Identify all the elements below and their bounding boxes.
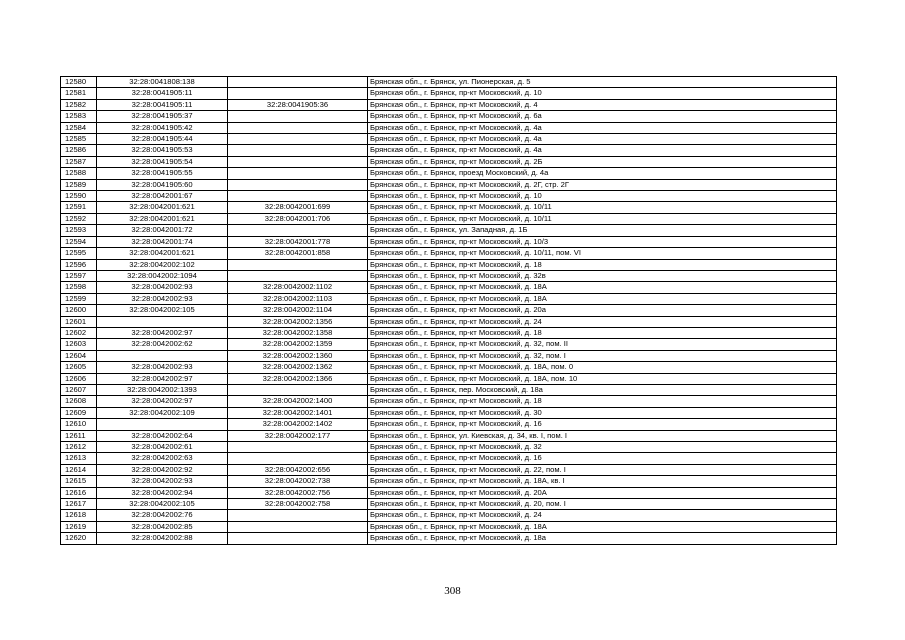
cadastral-number-cell: 32:28:0041905:60 bbox=[97, 179, 228, 190]
cadastral-number-cell: 32:28:0041905:55 bbox=[97, 168, 228, 179]
address-cell: Брянская обл., г. Брянск, пр-кт Московский, д. 10/11 bbox=[368, 202, 837, 213]
registry-table bbox=[60, 76, 837, 545]
table-row bbox=[61, 419, 837, 430]
address-cell: Брянская обл., г. Брянск, пр-кт Московский, д. 30 bbox=[368, 407, 837, 418]
address-cell: Брянская обл., г. Брянск, пр-кт Московский, д. 18А, пом. 0 bbox=[368, 362, 837, 373]
address-cell: Брянская обл., г. Брянск, пр-кт Московский, д. 18А bbox=[368, 293, 837, 304]
table-row bbox=[61, 373, 837, 384]
address-cell: Брянская обл., г. Брянск, пр-кт Московский, д. 18 bbox=[368, 327, 837, 338]
table-row bbox=[61, 487, 837, 498]
address-cell: Брянская обл., г. Брянск, пр-кт Московский, д. 18А, пом. 10 bbox=[368, 373, 837, 384]
related-cadastral-number-cell: 32:28:0041905:36 bbox=[228, 99, 368, 110]
cadastral-number-cell: 32:28:0042002:64 bbox=[97, 430, 228, 441]
table-row bbox=[61, 111, 837, 122]
table-row bbox=[61, 202, 837, 213]
table-row bbox=[61, 396, 837, 407]
cadastral-number-cell: 32:28:0042001:72 bbox=[97, 225, 228, 236]
row-number-cell: 12598 bbox=[61, 282, 97, 293]
row-number-cell: 12613 bbox=[61, 453, 97, 464]
address-cell: Брянская обл., г. Брянск, пр-кт Московский, д. 32 bbox=[368, 442, 837, 453]
cadastral-number-cell: 32:28:0042002:93 bbox=[97, 282, 228, 293]
address-cell: Брянская обл., г. Брянск, пр-кт Московский, д. 4а bbox=[368, 145, 837, 156]
row-number-cell: 12597 bbox=[61, 270, 97, 281]
table-row bbox=[61, 88, 837, 99]
cadastral-number-cell: 32:28:0042002:62 bbox=[97, 339, 228, 350]
address-cell: Брянская обл., г. Брянск, пр-кт Московский, д. 4а bbox=[368, 134, 837, 145]
table-row bbox=[61, 464, 837, 475]
table-row bbox=[61, 191, 837, 202]
related-cadastral-number-cell bbox=[228, 88, 368, 99]
address-cell: Брянская обл., г. Брянск, пр-кт Московский, д. 32, пом. I bbox=[368, 350, 837, 361]
related-cadastral-number-cell bbox=[228, 179, 368, 190]
table-row bbox=[61, 327, 837, 338]
row-number-cell: 12591 bbox=[61, 202, 97, 213]
table-row bbox=[61, 134, 837, 145]
cadastral-number-cell: 32:28:0042002:63 bbox=[97, 453, 228, 464]
related-cadastral-number-cell: 32:28:0042001:699 bbox=[228, 202, 368, 213]
table-row bbox=[61, 225, 837, 236]
cadastral-number-cell: 32:28:0042002:93 bbox=[97, 362, 228, 373]
table-row bbox=[61, 293, 837, 304]
cadastral-number-cell bbox=[97, 350, 228, 361]
row-number-cell: 12620 bbox=[61, 533, 97, 544]
related-cadastral-number-cell bbox=[228, 453, 368, 464]
related-cadastral-number-cell: 32:28:0042002:758 bbox=[228, 499, 368, 510]
address-cell: Брянская обл., г. Брянск, пр-кт Московский, д. 20, пом. I bbox=[368, 499, 837, 510]
table-row bbox=[61, 430, 837, 441]
address-cell: Брянская обл., г. Брянск, пр-кт Московский, д. 22, пом. I bbox=[368, 464, 837, 475]
cadastral-number-cell: 32:28:0042001:67 bbox=[97, 191, 228, 202]
related-cadastral-number-cell bbox=[228, 510, 368, 521]
address-cell: Брянская обл., г. Брянск, пр-кт Московский, д. 4 bbox=[368, 99, 837, 110]
cadastral-number-cell: 32:28:0042001:621 bbox=[97, 202, 228, 213]
address-cell: Брянская обл., г. Брянск, пр-кт Московский, д. 24 bbox=[368, 510, 837, 521]
related-cadastral-number-cell bbox=[228, 111, 368, 122]
related-cadastral-number-cell bbox=[228, 168, 368, 179]
related-cadastral-number-cell: 32:28:0042001:858 bbox=[228, 248, 368, 259]
table-row bbox=[61, 270, 837, 281]
table-row bbox=[61, 476, 837, 487]
row-number-cell: 12611 bbox=[61, 430, 97, 441]
cadastral-number-cell: 32:28:0042002:93 bbox=[97, 293, 228, 304]
row-number-cell: 12607 bbox=[61, 384, 97, 395]
cadastral-number-cell: 32:28:0041905:44 bbox=[97, 134, 228, 145]
table-row bbox=[61, 521, 837, 532]
table-row bbox=[61, 305, 837, 316]
related-cadastral-number-cell bbox=[228, 259, 368, 270]
table-row bbox=[61, 316, 837, 327]
address-cell: Брянская обл., г. Брянск, пр-кт Московский, д. 10/3 bbox=[368, 236, 837, 247]
table-row bbox=[61, 339, 837, 350]
row-number-cell: 12592 bbox=[61, 213, 97, 224]
address-cell: Брянская обл., г. Брянск, пр-кт Московский, д. 32, пом. II bbox=[368, 339, 837, 350]
related-cadastral-number-cell bbox=[228, 384, 368, 395]
related-cadastral-number-cell: 32:28:0042002:1359 bbox=[228, 339, 368, 350]
cadastral-number-cell: 32:28:0042002:93 bbox=[97, 476, 228, 487]
row-number-cell: 12580 bbox=[61, 77, 97, 88]
related-cadastral-number-cell: 32:28:0042002:1102 bbox=[228, 282, 368, 293]
row-number-cell: 12590 bbox=[61, 191, 97, 202]
row-number-cell: 12600 bbox=[61, 305, 97, 316]
related-cadastral-number-cell bbox=[228, 225, 368, 236]
address-cell: Брянская обл., г. Брянск, пр-кт Московский, д. 18а bbox=[368, 533, 837, 544]
related-cadastral-number-cell: 32:28:0042002:1402 bbox=[228, 419, 368, 430]
related-cadastral-number-cell bbox=[228, 521, 368, 532]
address-cell: Брянская обл., г. Брянск, пр-кт Московский, д. 10/11, пом. VI bbox=[368, 248, 837, 259]
table-row bbox=[61, 145, 837, 156]
related-cadastral-number-cell: 32:28:0042002:1400 bbox=[228, 396, 368, 407]
row-number-cell: 12605 bbox=[61, 362, 97, 373]
address-cell: Брянская обл., г. Брянск, пр-кт Московский, д. 10 bbox=[368, 88, 837, 99]
table-row bbox=[61, 259, 837, 270]
table-row bbox=[61, 99, 837, 110]
address-cell: Брянская обл., г. Брянск, пр-кт Московский, д. 6а bbox=[368, 111, 837, 122]
row-number-cell: 12610 bbox=[61, 419, 97, 430]
cadastral-number-cell: 32:28:0042002:76 bbox=[97, 510, 228, 521]
table-row bbox=[61, 168, 837, 179]
related-cadastral-number-cell: 32:28:0042002:738 bbox=[228, 476, 368, 487]
address-cell: Брянская обл., г. Брянск, пр-кт Московский, д. 32в bbox=[368, 270, 837, 281]
cadastral-number-cell: 32:28:0042002:1094 bbox=[97, 270, 228, 281]
table-row bbox=[61, 213, 837, 224]
address-cell: Брянская обл., г. Брянск, пр-кт Московский, д. 18А bbox=[368, 282, 837, 293]
related-cadastral-number-cell bbox=[228, 122, 368, 133]
related-cadastral-number-cell: 32:28:0042002:1366 bbox=[228, 373, 368, 384]
table-row bbox=[61, 156, 837, 167]
row-number-cell: 12619 bbox=[61, 521, 97, 532]
row-number-cell: 12603 bbox=[61, 339, 97, 350]
related-cadastral-number-cell: 32:28:0042001:706 bbox=[228, 213, 368, 224]
cadastral-number-cell: 32:28:0042002:85 bbox=[97, 521, 228, 532]
registry-table-body bbox=[61, 77, 837, 545]
row-number-cell: 12593 bbox=[61, 225, 97, 236]
address-cell: Брянская обл., г. Брянск, пер. Московский, д. 18а bbox=[368, 384, 837, 395]
cadastral-number-cell: 32:28:0042002:94 bbox=[97, 487, 228, 498]
row-number-cell: 12617 bbox=[61, 499, 97, 510]
cadastral-number-cell: 32:28:0042002:1393 bbox=[97, 384, 228, 395]
cadastral-number-cell: 32:28:0041905:54 bbox=[97, 156, 228, 167]
related-cadastral-number-cell: 32:28:0042002:1360 bbox=[228, 350, 368, 361]
address-cell: Брянская обл., г. Брянск, проезд Московский, д. 4а bbox=[368, 168, 837, 179]
address-cell: Брянская обл., г. Брянск, пр-кт Московский, д. 10 bbox=[368, 191, 837, 202]
table-row bbox=[61, 122, 837, 133]
address-cell: Брянская обл., г. Брянск, пр-кт Московский, д. 18 bbox=[368, 259, 837, 270]
cadastral-number-cell: 32:28:0041905:42 bbox=[97, 122, 228, 133]
table-row bbox=[61, 248, 837, 259]
address-cell: Брянская обл., г. Брянск, пр-кт Московский, д. 2Б bbox=[368, 156, 837, 167]
related-cadastral-number-cell: 32:28:0042002:1356 bbox=[228, 316, 368, 327]
table-row bbox=[61, 282, 837, 293]
row-number-cell: 12608 bbox=[61, 396, 97, 407]
row-number-cell: 12589 bbox=[61, 179, 97, 190]
row-number-cell: 12595 bbox=[61, 248, 97, 259]
row-number-cell: 12616 bbox=[61, 487, 97, 498]
related-cadastral-number-cell bbox=[228, 156, 368, 167]
table-row bbox=[61, 510, 837, 521]
row-number-cell: 12582 bbox=[61, 99, 97, 110]
address-cell: Брянская обл., г. Брянск, пр-кт Московский, д. 4а bbox=[368, 122, 837, 133]
address-cell: Брянская обл., г. Брянск, пр-кт Московский, д. 18А bbox=[368, 521, 837, 532]
related-cadastral-number-cell: 32:28:0042001:778 bbox=[228, 236, 368, 247]
address-cell: Брянская обл., г. Брянск, ул. Западная, д. 1Б bbox=[368, 225, 837, 236]
cadastral-number-cell: 32:28:0042002:97 bbox=[97, 373, 228, 384]
row-number-cell: 12609 bbox=[61, 407, 97, 418]
row-number-cell: 12583 bbox=[61, 111, 97, 122]
related-cadastral-number-cell bbox=[228, 134, 368, 145]
cadastral-number-cell: 32:28:0041905:37 bbox=[97, 111, 228, 122]
row-number-cell: 12615 bbox=[61, 476, 97, 487]
cadastral-number-cell: 32:28:0041905:11 bbox=[97, 99, 228, 110]
row-number-cell: 12596 bbox=[61, 259, 97, 270]
table-row bbox=[61, 77, 837, 88]
row-number-cell: 12601 bbox=[61, 316, 97, 327]
row-number-cell: 12602 bbox=[61, 327, 97, 338]
related-cadastral-number-cell: 32:28:0042002:656 bbox=[228, 464, 368, 475]
related-cadastral-number-cell: 32:28:0042002:1104 bbox=[228, 305, 368, 316]
cadastral-number-cell: 32:28:0042002:61 bbox=[97, 442, 228, 453]
table-row bbox=[61, 350, 837, 361]
table-row bbox=[61, 499, 837, 510]
row-number-cell: 12581 bbox=[61, 88, 97, 99]
cadastral-number-cell: 32:28:0042001:74 bbox=[97, 236, 228, 247]
related-cadastral-number-cell: 32:28:0042002:756 bbox=[228, 487, 368, 498]
address-cell: Брянская обл., г. Брянск, пр-кт Московский, д. 2Г, стр. 2Г bbox=[368, 179, 837, 190]
cadastral-number-cell: 32:28:0042002:105 bbox=[97, 305, 228, 316]
table-row bbox=[61, 384, 837, 395]
related-cadastral-number-cell: 32:28:0042002:1401 bbox=[228, 407, 368, 418]
row-number-cell: 12614 bbox=[61, 464, 97, 475]
row-number-cell: 12587 bbox=[61, 156, 97, 167]
cadastral-number-cell: 32:28:0042002:109 bbox=[97, 407, 228, 418]
cadastral-number-cell bbox=[97, 316, 228, 327]
related-cadastral-number-cell bbox=[228, 145, 368, 156]
row-number-cell: 12606 bbox=[61, 373, 97, 384]
cadastral-number-cell: 32:28:0042002:102 bbox=[97, 259, 228, 270]
table-row bbox=[61, 236, 837, 247]
row-number-cell: 12599 bbox=[61, 293, 97, 304]
table-row bbox=[61, 179, 837, 190]
cadastral-number-cell: 32:28:0041905:11 bbox=[97, 88, 228, 99]
cadastral-number-cell: 32:28:0042001:621 bbox=[97, 248, 228, 259]
table-row bbox=[61, 442, 837, 453]
address-cell: Брянская обл., г. Брянск, пр-кт Московский, д. 20а bbox=[368, 305, 837, 316]
cadastral-number-cell: 32:28:0042002:92 bbox=[97, 464, 228, 475]
related-cadastral-number-cell: 32:28:0042002:177 bbox=[228, 430, 368, 441]
cadastral-number-cell: 32:28:0042001:621 bbox=[97, 213, 228, 224]
address-cell: Брянская обл., г. Брянск, ул. Пионерская, д. 5 bbox=[368, 77, 837, 88]
address-cell: Брянская обл., г. Брянск, пр-кт Московский, д. 18 bbox=[368, 396, 837, 407]
row-number-cell: 12594 bbox=[61, 236, 97, 247]
address-cell: Брянская обл., г. Брянск, пр-кт Московский, д. 24 bbox=[368, 316, 837, 327]
related-cadastral-number-cell bbox=[228, 533, 368, 544]
row-number-cell: 12586 bbox=[61, 145, 97, 156]
table-row bbox=[61, 453, 837, 464]
address-cell: Брянская обл., г. Брянск, пр-кт Московский, д. 16 bbox=[368, 453, 837, 464]
row-number-cell: 12584 bbox=[61, 122, 97, 133]
row-number-cell: 12612 bbox=[61, 442, 97, 453]
cadastral-number-cell bbox=[97, 419, 228, 430]
table-row bbox=[61, 362, 837, 373]
related-cadastral-number-cell: 32:28:0042002:1358 bbox=[228, 327, 368, 338]
related-cadastral-number-cell bbox=[228, 191, 368, 202]
related-cadastral-number-cell bbox=[228, 442, 368, 453]
row-number-cell: 12618 bbox=[61, 510, 97, 521]
related-cadastral-number-cell: 32:28:0042002:1103 bbox=[228, 293, 368, 304]
address-cell: Брянская обл., г. Брянск, пр-кт Московский, д. 16 bbox=[368, 419, 837, 430]
address-cell: Брянская обл., г. Брянск, ул. Киевская, д. 34, кв. I, пом. I bbox=[368, 430, 837, 441]
row-number-cell: 12588 bbox=[61, 168, 97, 179]
related-cadastral-number-cell bbox=[228, 77, 368, 88]
cadastral-number-cell: 32:28:0042002:97 bbox=[97, 396, 228, 407]
cadastral-number-cell: 32:28:0042002:105 bbox=[97, 499, 228, 510]
address-cell: Брянская обл., г. Брянск, пр-кт Московский, д. 20А bbox=[368, 487, 837, 498]
cadastral-number-cell: 32:28:0042002:88 bbox=[97, 533, 228, 544]
address-cell: Брянская обл., г. Брянск, пр-кт Московский, д. 18А, кв. I bbox=[368, 476, 837, 487]
related-cadastral-number-cell: 32:28:0042002:1362 bbox=[228, 362, 368, 373]
table-row bbox=[61, 533, 837, 544]
related-cadastral-number-cell bbox=[228, 270, 368, 281]
table-row bbox=[61, 407, 837, 418]
row-number-cell: 12604 bbox=[61, 350, 97, 361]
page-number: 308 bbox=[444, 585, 461, 597]
cadastral-number-cell: 32:28:0042002:97 bbox=[97, 327, 228, 338]
row-number-cell: 12585 bbox=[61, 134, 97, 145]
cadastral-number-cell: 32:28:0041905:53 bbox=[97, 145, 228, 156]
address-cell: Брянская обл., г. Брянск, пр-кт Московский, д. 10/11 bbox=[368, 213, 837, 224]
cadastral-number-cell: 32:28:0041808:138 bbox=[97, 77, 228, 88]
